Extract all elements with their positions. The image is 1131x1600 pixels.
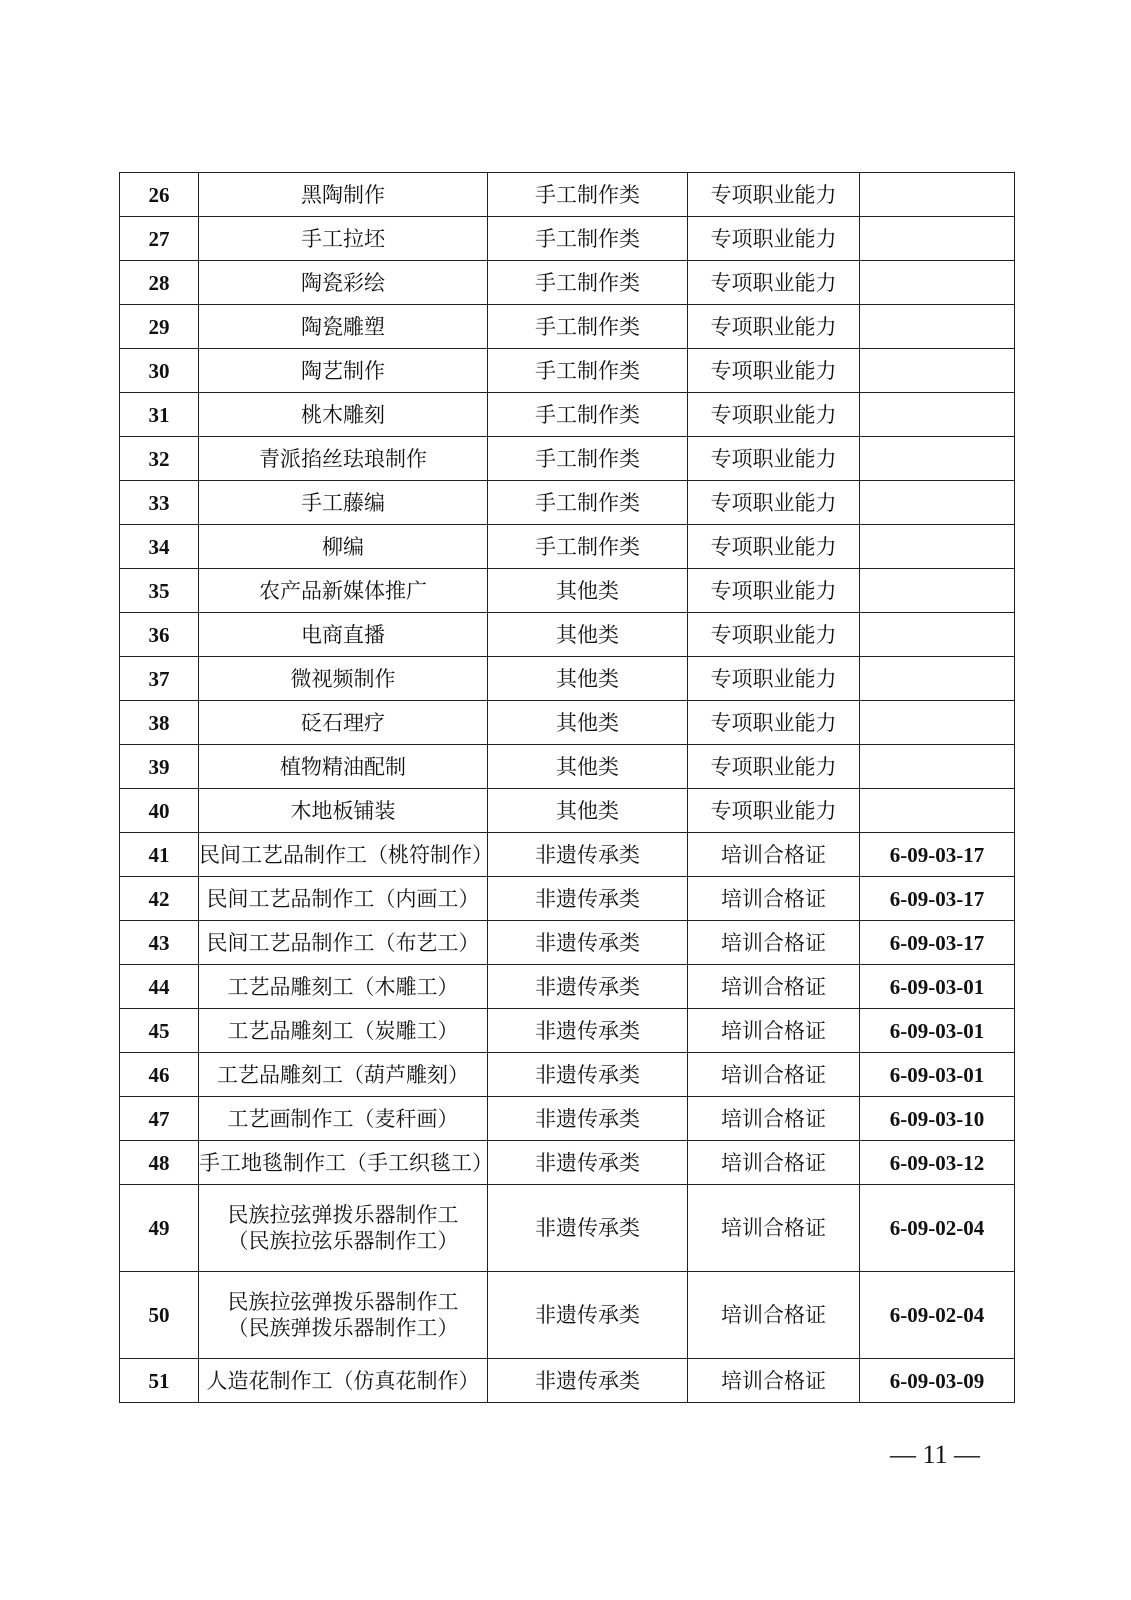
table-row	[120, 1141, 1015, 1185]
occupation-code-cell: 6-09-03-01	[860, 1009, 1015, 1053]
certificate-type-cell: 专项职业能力	[688, 613, 860, 657]
occupation-name-cell: 微视频制作	[199, 657, 488, 701]
certificate-type-cell: 培训合格证	[688, 1097, 860, 1141]
category-cell: 其他类	[488, 613, 688, 657]
certificate-type-cell: 专项职业能力	[688, 173, 860, 217]
table-body	[120, 173, 1015, 1403]
certificate-type-cell: 专项职业能力	[688, 745, 860, 789]
table-row	[120, 217, 1015, 261]
category-cell: 非遗传承类	[488, 1097, 688, 1141]
row-number-cell: 26	[120, 173, 199, 217]
row-number-cell: 50	[120, 1272, 199, 1359]
occupation-name-cell: 工艺品雕刻工（木雕工）	[199, 965, 488, 1009]
row-number-cell: 34	[120, 525, 199, 569]
certificate-type-cell: 培训合格证	[688, 1141, 860, 1185]
category-cell: 非遗传承类	[488, 877, 688, 921]
table-row	[120, 701, 1015, 745]
occupation-subname-line: （民族拉弦乐器制作工）	[227, 1229, 459, 1253]
table-row	[120, 789, 1015, 833]
occupation-code-cell: 6-09-03-17	[860, 877, 1015, 921]
category-cell: 手工制作类	[488, 217, 688, 261]
table-row	[120, 833, 1015, 877]
table-row	[120, 921, 1015, 965]
occupation-code-cell: 6-09-03-01	[860, 1053, 1015, 1097]
occupation-code-cell	[860, 173, 1015, 217]
table-row	[120, 1272, 1015, 1359]
category-cell: 非遗传承类	[488, 1359, 688, 1403]
occupation-code-cell: 6-09-02-04	[860, 1185, 1015, 1272]
row-number-cell: 30	[120, 349, 199, 393]
certificate-type-cell: 专项职业能力	[688, 305, 860, 349]
occupation-code-cell	[860, 569, 1015, 613]
category-cell: 非遗传承类	[488, 1272, 688, 1359]
certificate-type-cell: 专项职业能力	[688, 393, 860, 437]
certificate-type-cell: 专项职业能力	[688, 789, 860, 833]
row-number-cell: 33	[120, 481, 199, 525]
category-cell: 非遗传承类	[488, 1009, 688, 1053]
certificate-type-cell: 专项职业能力	[688, 349, 860, 393]
table-row	[120, 349, 1015, 393]
occupation-code-cell	[860, 789, 1015, 833]
occupation-name-cell: 手工藤编	[199, 481, 488, 525]
table-row	[120, 481, 1015, 525]
occupation-name-cell: 工艺品雕刻工（炭雕工）	[199, 1009, 488, 1053]
table-row	[120, 1359, 1015, 1403]
occupation-name-cell: 民间工艺品制作工（桃符制作）	[199, 833, 488, 877]
occupation-code-cell	[860, 217, 1015, 261]
occupation-table	[119, 172, 1015, 1403]
table-row	[120, 613, 1015, 657]
row-number-cell: 32	[120, 437, 199, 481]
occupation-name-cell: 陶瓷彩绘	[199, 261, 488, 305]
occupation-name-cell: 农产品新媒体推广	[199, 569, 488, 613]
occupation-code-cell: 6-09-03-09	[860, 1359, 1015, 1403]
occupation-name-cell: 植物精油配制	[199, 745, 488, 789]
occupation-name-cell	[199, 1185, 488, 1272]
occupation-name-cell: 桃木雕刻	[199, 393, 488, 437]
row-number-cell: 49	[120, 1185, 199, 1272]
table-row	[120, 305, 1015, 349]
occupation-code-cell	[860, 437, 1015, 481]
certificate-type-cell: 培训合格证	[688, 1009, 860, 1053]
table-row	[120, 1053, 1015, 1097]
occupation-code-cell: 6-09-03-12	[860, 1141, 1015, 1185]
row-number-cell: 27	[120, 217, 199, 261]
occupation-name-cell: 工艺品雕刻工（葫芦雕刻）	[199, 1053, 488, 1097]
certificate-type-cell: 专项职业能力	[688, 481, 860, 525]
occupation-code-cell	[860, 305, 1015, 349]
table-row	[120, 1185, 1015, 1272]
table-row	[120, 569, 1015, 613]
occupation-code-cell	[860, 349, 1015, 393]
row-number-cell: 46	[120, 1053, 199, 1097]
category-cell: 手工制作类	[488, 349, 688, 393]
certificate-type-cell: 培训合格证	[688, 1053, 860, 1097]
category-cell: 其他类	[488, 745, 688, 789]
row-number-cell: 51	[120, 1359, 199, 1403]
category-cell: 非遗传承类	[488, 833, 688, 877]
occupation-name-line: 民族拉弦弹拨乐器制作工	[227, 1290, 459, 1314]
occupation-code-cell: 6-09-03-17	[860, 921, 1015, 965]
table-row	[120, 173, 1015, 217]
table-row	[120, 1009, 1015, 1053]
category-cell: 非遗传承类	[488, 1053, 688, 1097]
certificate-type-cell: 培训合格证	[688, 921, 860, 965]
row-number-cell: 48	[120, 1141, 199, 1185]
category-cell: 其他类	[488, 701, 688, 745]
table-row	[120, 437, 1015, 481]
category-cell: 手工制作类	[488, 393, 688, 437]
row-number-cell: 35	[120, 569, 199, 613]
occupation-name-cell: 青派掐丝珐琅制作	[199, 437, 488, 481]
certificate-type-cell: 专项职业能力	[688, 569, 860, 613]
occupation-code-cell	[860, 745, 1015, 789]
certificate-type-cell: 培训合格证	[688, 877, 860, 921]
occupation-name-cell: 工艺画制作工（麦秆画）	[199, 1097, 488, 1141]
occupation-code-cell: 6-09-03-10	[860, 1097, 1015, 1141]
occupation-name-cell: 电商直播	[199, 613, 488, 657]
certificate-type-cell: 专项职业能力	[688, 657, 860, 701]
row-number-cell: 39	[120, 745, 199, 789]
category-cell: 非遗传承类	[488, 965, 688, 1009]
row-number-cell: 45	[120, 1009, 199, 1053]
certificate-type-cell: 培训合格证	[688, 1185, 860, 1272]
certificate-type-cell: 专项职业能力	[688, 261, 860, 305]
category-cell: 手工制作类	[488, 525, 688, 569]
row-number-cell: 31	[120, 393, 199, 437]
table-row	[120, 965, 1015, 1009]
occupation-code-cell	[860, 393, 1015, 437]
category-cell: 手工制作类	[488, 173, 688, 217]
certificate-type-cell: 专项职业能力	[688, 525, 860, 569]
occupation-name-cell: 手工拉坯	[199, 217, 488, 261]
occupation-name-cell: 民间工艺品制作工（布艺工）	[199, 921, 488, 965]
certificate-type-cell: 培训合格证	[688, 833, 860, 877]
occupation-code-cell: 6-09-03-17	[860, 833, 1015, 877]
occupation-name-cell: 手工地毯制作工（手工织毯工）	[199, 1141, 488, 1185]
category-cell: 手工制作类	[488, 437, 688, 481]
row-number-cell: 38	[120, 701, 199, 745]
occupation-name-cell: 柳编	[199, 525, 488, 569]
row-number-cell: 28	[120, 261, 199, 305]
occupation-code-cell	[860, 701, 1015, 745]
row-number-cell: 47	[120, 1097, 199, 1141]
page-number: — 11 —	[889, 1440, 981, 1469]
occupation-name-cell: 陶艺制作	[199, 349, 488, 393]
occupation-name-cell: 砭石理疗	[199, 701, 488, 745]
table-row	[120, 877, 1015, 921]
row-number-cell: 37	[120, 657, 199, 701]
occupation-name-cell: 陶瓷雕塑	[199, 305, 488, 349]
occupation-code-cell	[860, 525, 1015, 569]
occupation-name-line: 民族拉弦弹拨乐器制作工	[227, 1203, 459, 1227]
occupation-name-cell	[199, 1272, 488, 1359]
table-row	[120, 657, 1015, 701]
row-number-cell: 41	[120, 833, 199, 877]
certificate-type-cell: 培训合格证	[688, 1272, 860, 1359]
row-number-cell: 43	[120, 921, 199, 965]
occupation-table-container	[119, 172, 1014, 1403]
category-cell: 手工制作类	[488, 481, 688, 525]
occupation-name-cell: 木地板铺装	[199, 789, 488, 833]
category-cell: 手工制作类	[488, 305, 688, 349]
category-cell: 非遗传承类	[488, 1185, 688, 1272]
row-number-cell: 40	[120, 789, 199, 833]
row-number-cell: 42	[120, 877, 199, 921]
table-row	[120, 261, 1015, 305]
category-cell: 手工制作类	[488, 261, 688, 305]
certificate-type-cell: 培训合格证	[688, 1359, 860, 1403]
table-row	[120, 1097, 1015, 1141]
occupation-name-cell: 人造花制作工（仿真花制作）	[199, 1359, 488, 1403]
certificate-type-cell: 专项职业能力	[688, 217, 860, 261]
row-number-cell: 29	[120, 305, 199, 349]
certificate-type-cell: 专项职业能力	[688, 701, 860, 745]
row-number-cell: 44	[120, 965, 199, 1009]
occupation-code-cell	[860, 261, 1015, 305]
occupation-subname-line: （民族弹拨乐器制作工）	[227, 1316, 459, 1340]
category-cell: 其他类	[488, 657, 688, 701]
category-cell: 其他类	[488, 569, 688, 613]
category-cell: 非遗传承类	[488, 921, 688, 965]
category-cell: 其他类	[488, 789, 688, 833]
occupation-code-cell: 6-09-03-01	[860, 965, 1015, 1009]
occupation-name-cell: 民间工艺品制作工（内画工）	[199, 877, 488, 921]
row-number-cell: 36	[120, 613, 199, 657]
table-row	[120, 525, 1015, 569]
certificate-type-cell: 专项职业能力	[688, 437, 860, 481]
certificate-type-cell: 培训合格证	[688, 965, 860, 1009]
table-row	[120, 745, 1015, 789]
occupation-code-cell	[860, 657, 1015, 701]
occupation-code-cell: 6-09-02-04	[860, 1272, 1015, 1359]
occupation-code-cell	[860, 481, 1015, 525]
category-cell: 非遗传承类	[488, 1141, 688, 1185]
occupation-name-cell: 黑陶制作	[199, 173, 488, 217]
occupation-code-cell	[860, 613, 1015, 657]
table-row	[120, 393, 1015, 437]
